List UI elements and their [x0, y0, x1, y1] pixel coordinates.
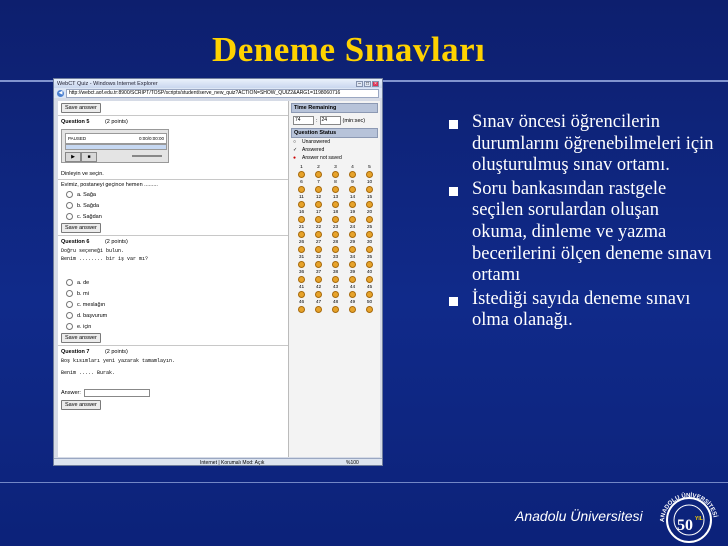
page-content: [58, 101, 380, 457]
bullet-item: Sınav öncesi öğrencilerin durumlarını öğrenebilmeleri için oluşturulmuş sınav ortamı.: [448, 112, 718, 177]
question-status-cell[interactable]: [361, 285, 378, 298]
unanswered-icon[interactable]: [366, 306, 373, 313]
question-status-cell[interactable]: [361, 210, 378, 223]
question-status-cell[interactable]: [344, 225, 361, 238]
player-display: [65, 133, 167, 144]
logo-ring-text: ANADOLU ÜNİVERSİTESİ: [659, 492, 718, 523]
bullet-square-icon: [449, 187, 458, 196]
question-status-cell[interactable]: [310, 180, 327, 193]
question-points: (2 points): [104, 349, 128, 355]
answer-label: Answer:: [61, 390, 81, 396]
question-status-cell[interactable]: [327, 210, 344, 223]
back-arrow-icon[interactable]: ◀: [58, 89, 63, 96]
question-status-cell[interactable]: [344, 240, 361, 253]
question-6-header: [58, 237, 288, 247]
question-number: 6: [300, 180, 303, 185]
question-number: 14: [349, 195, 356, 200]
bullet-list: [448, 112, 718, 334]
question-number: 41: [298, 285, 305, 290]
logo-suffix: YIL: [695, 516, 703, 522]
question-status-cell[interactable]: [310, 195, 327, 208]
question-status-cell[interactable]: [327, 255, 344, 268]
question-number: 25: [366, 225, 373, 230]
logo-number: 50: [677, 517, 693, 534]
option-b[interactable]: b. mi: [58, 288, 288, 299]
browser-window: [53, 78, 383, 466]
unanswered-icon[interactable]: [366, 261, 373, 268]
question-status-cell[interactable]: [327, 165, 344, 178]
unanswered-icon[interactable]: [298, 186, 305, 193]
unanswered-icon[interactable]: [315, 171, 322, 178]
question-number: 43: [332, 285, 339, 290]
question-status-cell[interactable]: [361, 180, 378, 193]
question-text: Boş kısımları yeni yazarak tamamlayın.: [61, 358, 176, 364]
question-points: (2 points): [104, 239, 128, 245]
legend-answered: ✓ Answered: [293, 146, 325, 153]
answer-row: [58, 387, 288, 399]
unanswered-icon[interactable]: [315, 276, 322, 283]
unanswered-icon[interactable]: [332, 186, 339, 193]
checkmark-icon: ✓: [293, 146, 298, 153]
question-text: Benim ..... Burak.: [61, 370, 116, 376]
question-number: 39: [349, 270, 356, 275]
radio-button[interactable]: [66, 191, 73, 198]
option-a[interactable]: a. de: [58, 277, 288, 288]
save-answer-button[interactable]: Save answer: [61, 333, 101, 343]
university-logo-icon: [650, 482, 728, 546]
question-status-cell[interactable]: [344, 285, 361, 298]
timer: 74 : 24 (min:sec): [295, 117, 366, 124]
question-status-cell[interactable]: [361, 300, 378, 313]
unanswered-icon[interactable]: [298, 276, 305, 283]
maximize-icon[interactable]: □: [365, 80, 370, 87]
unanswered-icon[interactable]: [349, 201, 356, 208]
unanswered-icon[interactable]: [349, 186, 356, 193]
option-c[interactable]: c. meslağın: [58, 299, 288, 310]
player-status: PAUSED: [68, 136, 87, 141]
question-number: 11: [299, 195, 304, 200]
unanswered-icon[interactable]: [349, 231, 356, 238]
question-7-header: [58, 347, 288, 357]
question-number: 3: [334, 165, 337, 170]
unanswered-icon[interactable]: [366, 186, 373, 193]
slide-title: Deneme Sınavları: [212, 30, 486, 69]
question-number: 31: [298, 255, 305, 260]
unanswered-icon[interactable]: [298, 246, 305, 253]
unanswered-icon[interactable]: [349, 261, 356, 268]
question-status-cell[interactable]: [293, 300, 310, 313]
question-number: 20: [366, 210, 373, 215]
question-status-cell[interactable]: [327, 180, 344, 193]
question-number: 1: [300, 165, 303, 170]
question-status-cell[interactable]: [293, 270, 310, 283]
question-number: 36: [298, 270, 305, 275]
player-seek-bar[interactable]: [65, 144, 167, 150]
question-number: 28: [332, 240, 339, 245]
unanswered-icon[interactable]: [349, 276, 356, 283]
unanswered-icon[interactable]: [315, 186, 322, 193]
unanswered-icon[interactable]: [315, 231, 322, 238]
question-status-cell[interactable]: [293, 180, 310, 193]
question-number: 47: [315, 300, 322, 305]
question-instruction: Dinleyin ve seçin.: [61, 171, 104, 177]
save-answer-button[interactable]: Save answer: [61, 103, 101, 113]
question-status-cell[interactable]: [361, 270, 378, 283]
question-number: 37: [315, 270, 322, 275]
footer-university: Anadolu Üniversitesi: [515, 508, 643, 524]
radio-button[interactable]: [66, 290, 73, 297]
question-status-cell[interactable]: [361, 255, 378, 268]
minutes-field: 74: [293, 116, 314, 125]
bullet-square-icon: [449, 120, 458, 129]
close-icon[interactable]: ×: [372, 81, 379, 87]
question-status-cell[interactable]: [293, 240, 310, 253]
question-text: Benim ........ bir iş var mı?: [61, 256, 149, 262]
quiz-sidebar: [288, 101, 380, 457]
question-status-cell[interactable]: [327, 240, 344, 253]
question-number: 7: [317, 180, 320, 185]
question-grid: [291, 162, 378, 316]
unanswered-icon[interactable]: [366, 291, 373, 298]
question-number: 45: [366, 285, 373, 290]
unanswered-icon[interactable]: [349, 246, 356, 253]
radio-button[interactable]: [66, 279, 73, 286]
question-number: 17: [315, 210, 322, 215]
question-number: 15: [366, 195, 373, 200]
unanswered-icon[interactable]: [315, 291, 322, 298]
question-status-cell[interactable]: [293, 285, 310, 298]
stop-icon[interactable]: ■: [81, 152, 97, 162]
question-number: 48: [332, 300, 339, 305]
question-status-cell[interactable]: [344, 255, 361, 268]
question-number: 32: [315, 255, 322, 260]
unanswered-icon[interactable]: [298, 201, 305, 208]
volume-slider[interactable]: [132, 155, 162, 157]
question-status-cell[interactable]: [310, 165, 327, 178]
unanswered-icon[interactable]: [366, 216, 373, 223]
question-label: Question 6: [61, 239, 90, 245]
player-time: 0:00/0:00:00: [138, 136, 164, 141]
question-5-header: [58, 117, 288, 127]
question-status-cell[interactable]: [327, 285, 344, 298]
unanswered-icon[interactable]: [366, 246, 373, 253]
unanswered-icon[interactable]: [315, 246, 322, 253]
option-e[interactable]: e. için: [58, 321, 288, 332]
unanswered-icon[interactable]: [332, 246, 339, 253]
security-zone: Internet | Korumalı Mod: Açık: [200, 460, 265, 466]
legend-not-saved: ● Answer not saved: [293, 154, 342, 161]
question-number: 30: [366, 240, 373, 245]
question-status-cell[interactable]: [344, 195, 361, 208]
question-number: 10: [366, 180, 373, 185]
question-prompt: Evimiz, postaneyi geçince hemen .........: [61, 182, 158, 188]
question-points: (2 points): [104, 119, 128, 125]
unanswered-icon[interactable]: [349, 171, 356, 178]
question-number: 33: [332, 255, 339, 260]
option-a[interactable]: a. Sağa: [58, 189, 288, 200]
question-status-cell[interactable]: [310, 240, 327, 253]
unanswered-icon[interactable]: [332, 171, 339, 178]
browser-titlebar: [54, 79, 382, 88]
time-unit: (min:sec): [342, 117, 366, 124]
question-status-cell[interactable]: [293, 225, 310, 238]
unanswered-icon[interactable]: [332, 201, 339, 208]
question-number: 2: [317, 165, 320, 170]
question-status-cell[interactable]: [327, 195, 344, 208]
question-number: 42: [315, 285, 322, 290]
unanswered-icon[interactable]: [332, 306, 339, 313]
question-status-cell[interactable]: [344, 165, 361, 178]
quiz-pane[interactable]: [58, 101, 288, 457]
question-text: Doğru seçeneği bulun.: [61, 248, 125, 254]
footer-divider: [0, 482, 728, 483]
unanswered-icon[interactable]: [298, 231, 305, 238]
unanswered-icon[interactable]: [298, 261, 305, 268]
zoom-level[interactable]: %100: [346, 460, 359, 466]
question-status-cell[interactable]: [327, 225, 344, 238]
bullet-item: Soru bankasından rastgele seçilen sorulardan oluşan okuma, dinleme ve yazma becerilerini ölçen deneme sınavı ortamı: [448, 179, 718, 287]
question-status-cell[interactable]: [327, 270, 344, 283]
unanswered-icon[interactable]: [332, 276, 339, 283]
unanswered-icon[interactable]: [332, 216, 339, 223]
browser-statusbar: [54, 458, 382, 466]
option-c[interactable]: c. Sağdan: [58, 211, 288, 222]
question-number: 24: [349, 225, 356, 230]
question-status-cell[interactable]: [361, 225, 378, 238]
audio-player: [61, 129, 169, 163]
question-status-cell[interactable]: [293, 195, 310, 208]
question-status-cell[interactable]: [310, 225, 327, 238]
question-status-cell[interactable]: [344, 270, 361, 283]
unanswered-icon[interactable]: [366, 201, 373, 208]
question-number: 27: [315, 240, 322, 245]
question-number: 26: [298, 240, 305, 245]
unanswered-icon[interactable]: [366, 171, 373, 178]
radio-button[interactable]: [66, 323, 73, 330]
question-status-cell[interactable]: [293, 165, 310, 178]
radio-button[interactable]: [66, 312, 73, 319]
question-number: 16: [298, 210, 305, 215]
unanswered-icon[interactable]: [332, 291, 339, 298]
question-number: 9: [351, 180, 354, 185]
question-status-cell[interactable]: [344, 210, 361, 223]
question-status-cell[interactable]: [310, 210, 327, 223]
window-title: WebCT Quiz - Windows Internet Explorer: [57, 80, 158, 87]
bullet-item: İstediği sayıda deneme sınavı olma olanağı.: [448, 289, 718, 332]
question-status-cell[interactable]: [344, 180, 361, 193]
question-number: 8: [334, 180, 337, 185]
time-remaining-header: Time Remaining: [291, 103, 378, 113]
unanswered-icon[interactable]: [332, 231, 339, 238]
address-bar: [54, 88, 382, 98]
unanswered-icon[interactable]: [298, 171, 305, 178]
unanswered-icon[interactable]: [315, 201, 322, 208]
bullet-square-icon: [449, 297, 458, 306]
minimize-icon[interactable]: –: [356, 81, 363, 87]
question-number: 12: [315, 195, 322, 200]
question-status-cell[interactable]: [344, 300, 361, 313]
question-number: 49: [349, 300, 356, 305]
radio-button[interactable]: [66, 213, 73, 220]
question-number: 34: [349, 255, 356, 260]
radio-button[interactable]: [66, 202, 73, 209]
unanswered-icon[interactable]: [349, 216, 356, 223]
unanswered-icon[interactable]: [298, 216, 305, 223]
unanswered-icon[interactable]: [366, 276, 373, 283]
save-answer-button[interactable]: Save answer: [61, 223, 101, 233]
unanswered-icon[interactable]: [298, 306, 305, 313]
question-status-cell[interactable]: [310, 285, 327, 298]
question-status-cell[interactable]: [293, 255, 310, 268]
question-status-cell[interactable]: [310, 255, 327, 268]
question-status-cell[interactable]: [293, 210, 310, 223]
unanswered-icon[interactable]: [315, 306, 322, 313]
play-icon[interactable]: ▶: [65, 152, 81, 162]
unanswered-icon[interactable]: [315, 261, 322, 268]
option-b[interactable]: b. Sağda: [58, 200, 288, 211]
question-number: 13: [332, 195, 339, 200]
question-status-cell[interactable]: [327, 300, 344, 313]
unanswered-icon[interactable]: [349, 306, 356, 313]
question-number: 5: [368, 165, 371, 170]
unanswered-icon[interactable]: [298, 291, 305, 298]
question-number: 35: [366, 255, 373, 260]
unanswered-icon[interactable]: [332, 261, 339, 268]
question-status-cell[interactable]: [361, 240, 378, 253]
question-number: 44: [349, 285, 356, 290]
question-number: 46: [298, 300, 305, 305]
question-status-cell[interactable]: [310, 270, 327, 283]
unanswered-icon[interactable]: [349, 291, 356, 298]
question-number: 18: [332, 210, 339, 215]
question-status-cell[interactable]: [361, 165, 378, 178]
question-number: 19: [349, 210, 356, 215]
url-field[interactable]: http://webct.aof.edu.tr:8900/SCRIPT/TOSP/scripts/student/serve_new_quiz?ACTION=SHOW_QUIZ2&ARG1=1198060716: [66, 89, 379, 98]
not-saved-icon: ●: [293, 154, 297, 161]
question-status-header: Question Status: [291, 128, 378, 138]
legend-unanswered: ○ Unanswered: [293, 138, 331, 145]
question-label: Question 7: [61, 349, 90, 355]
unanswered-icon: ○: [293, 138, 297, 145]
unanswered-icon[interactable]: [315, 216, 322, 223]
question-number: 22: [315, 225, 322, 230]
question-number: 23: [332, 225, 339, 230]
option-d[interactable]: d. başvurum: [58, 310, 288, 321]
question-number: 4: [351, 165, 354, 170]
question-number: 50: [366, 300, 373, 305]
answer-input[interactable]: [84, 389, 150, 397]
question-number: 29: [349, 240, 356, 245]
radio-button[interactable]: [66, 301, 73, 308]
question-number: 38: [332, 270, 339, 275]
question-status-cell[interactable]: [361, 195, 378, 208]
seconds-field: 24: [320, 116, 341, 125]
unanswered-icon[interactable]: [366, 231, 373, 238]
question-number: 40: [366, 270, 373, 275]
save-answer-button[interactable]: Save answer: [61, 400, 101, 410]
question-number: 21: [298, 225, 305, 230]
question-status-cell[interactable]: [310, 300, 327, 313]
question-label: Question 5: [61, 119, 90, 125]
